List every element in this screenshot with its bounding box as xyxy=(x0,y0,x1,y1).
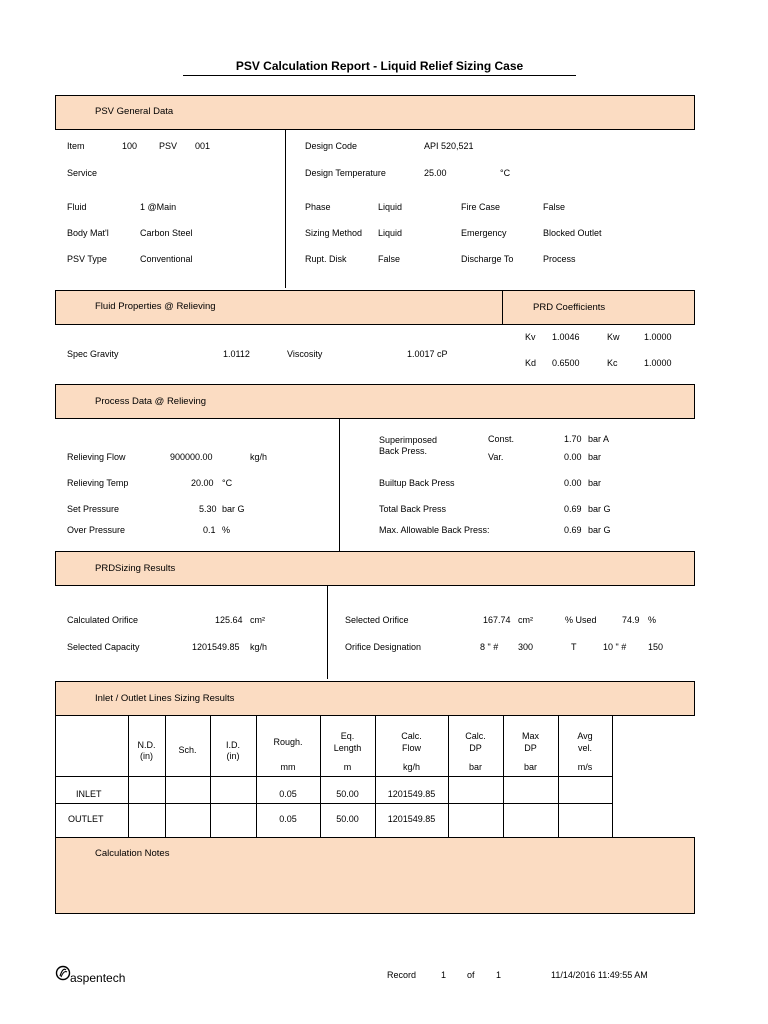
rupt-disk-value: False xyxy=(378,254,401,264)
relieving-flow-value: 900000.00 xyxy=(170,452,213,462)
inlet-flow: 1201549.85 xyxy=(387,789,436,799)
set-pressure-label: Set Pressure xyxy=(67,504,120,514)
col-nd-mid: (in) xyxy=(140,751,153,761)
percent-used-value: 74.9 xyxy=(622,615,640,625)
col-maxdp-mid: DP xyxy=(524,743,537,753)
outlet-size: 10 " # xyxy=(603,642,627,652)
col-flow-unit: kg/h xyxy=(402,762,420,772)
max-allow-back-press-unit: bar G xyxy=(588,525,611,535)
sizing-method-value: Liquid xyxy=(378,228,403,238)
col-rough-top: Rough. xyxy=(273,737,303,747)
total-back-press-value: 0.69 xyxy=(564,504,582,514)
calc-orifice-value: 125.64 xyxy=(215,615,243,625)
col-calcdp-top: Calc. xyxy=(465,731,486,741)
col-id-top: I.D. xyxy=(225,740,240,750)
item-tag: PSV xyxy=(159,141,178,151)
fluid-label: Fluid xyxy=(67,202,87,212)
item-number: 100 xyxy=(122,141,138,151)
selected-orifice-unit: cm² xyxy=(518,615,533,625)
inlet-size: 8 " # xyxy=(480,642,499,652)
spec-gravity-value: 1.0112 xyxy=(223,349,250,359)
sizing-header: PRDSizing Results xyxy=(95,563,176,574)
discharge-value: Process xyxy=(543,254,576,264)
record-number: 1 xyxy=(441,970,447,980)
designcode-value: API 520,521 xyxy=(424,141,474,151)
set-pressure-unit: bar G xyxy=(222,504,245,514)
col-vel-mid: vel. xyxy=(577,743,592,753)
max-allow-back-press-label: Max. Allowable Back Press: xyxy=(379,525,490,535)
col-maxdp-top: Max xyxy=(521,731,539,741)
over-pressure-value: 0.1 xyxy=(203,525,216,535)
const-label: Const. xyxy=(488,434,515,444)
fluid-header: Fluid Properties @ Relieving xyxy=(95,301,216,312)
relieving-temp-unit: °C xyxy=(222,478,233,488)
designtemp-label: Design Temperature xyxy=(305,168,386,178)
record-total: 1 xyxy=(496,970,502,980)
lines-col-sep xyxy=(165,716,166,838)
percent-used-label: % Used xyxy=(565,615,597,625)
col-length-top: Eq. xyxy=(340,731,355,741)
emergency-value: Blocked Outlet xyxy=(543,228,602,238)
col-calcdp-mid: DP xyxy=(469,743,482,753)
orifice-designation-label: Orifice Designation xyxy=(345,642,422,652)
body-value: Carbon Steel xyxy=(140,228,193,238)
superimposed-label: Superimposed xyxy=(379,435,438,445)
of-label: of xyxy=(467,970,475,980)
outlet-rough: 0.05 xyxy=(279,814,297,824)
total-back-press-label: Total Back Press xyxy=(379,504,447,514)
record-label: Record xyxy=(387,970,417,980)
lines-left-border xyxy=(55,716,56,838)
total-back-press-unit: bar G xyxy=(588,504,611,514)
outlet-rating: 150 xyxy=(648,642,664,652)
col-calcdp-unit: bar xyxy=(468,762,482,772)
item-label: Item xyxy=(67,141,85,151)
outlet-length: 50.00 xyxy=(336,814,359,824)
notes-header: Calculation Notes xyxy=(95,848,170,859)
lines-header-rule xyxy=(55,776,613,777)
phase-label: Phase xyxy=(305,202,331,212)
kd-label: Kd xyxy=(525,358,537,368)
service-label: Service xyxy=(67,168,98,178)
designtemp-unit: °C xyxy=(500,168,511,178)
selected-orifice-label: Selected Orifice xyxy=(345,615,409,625)
col-rough-unit: mm xyxy=(280,762,296,772)
lines-row-rule xyxy=(55,803,613,804)
fire-case-value: False xyxy=(543,202,566,212)
lines-col-sep xyxy=(210,716,211,838)
process-divider xyxy=(339,419,340,551)
relieving-temp-value: 20.00 xyxy=(191,478,214,488)
selected-capacity-value: 1201549.85 xyxy=(192,642,240,652)
psvtype-value: Conventional xyxy=(140,254,193,264)
builtup-back-press-label: Builtup Back Press xyxy=(379,478,455,488)
general-divider xyxy=(285,130,286,288)
fire-case-label: Fire Case xyxy=(461,202,501,212)
kc-label: Kc xyxy=(607,358,618,368)
set-pressure-value: 5.30 xyxy=(199,504,217,514)
designtemp-value: 25.00 xyxy=(424,168,447,178)
var-unit: bar xyxy=(588,452,602,462)
fluid-value: 1 @Main xyxy=(140,202,177,212)
prd-coeff-header: PRD Coefficients xyxy=(533,302,606,313)
general-header: PSV General Data xyxy=(95,106,174,117)
kc-value: 1.0000 xyxy=(644,358,672,368)
over-pressure-unit: % xyxy=(222,525,231,535)
viscosity-label: Viscosity xyxy=(287,349,323,359)
psvtype-label: PSV Type xyxy=(67,254,107,264)
relieving-temp-label: Relieving Temp xyxy=(67,478,129,488)
report-title: PSV Calculation Report - Liquid Relief Sizing Case xyxy=(235,59,524,73)
col-maxdp-unit: bar xyxy=(523,762,537,772)
calc-orifice-label: Calculated Orifice xyxy=(67,615,139,625)
max-allow-back-press-value: 0.69 xyxy=(564,525,582,535)
phase-value: Liquid xyxy=(378,202,403,212)
lines-col-sep xyxy=(612,716,613,838)
col-flow-top: Calc. xyxy=(401,731,422,741)
inlet-row-label: INLET xyxy=(76,789,102,799)
over-pressure-label: Over Pressure xyxy=(67,525,126,535)
orifice-letter: T xyxy=(571,642,577,652)
kd-value: 0.6500 xyxy=(552,358,580,368)
col-flow-mid: Flow xyxy=(401,743,421,753)
col-vel-top: Avg xyxy=(577,731,593,741)
sizing-method-label: Sizing Method xyxy=(305,228,363,238)
sizing-divider xyxy=(327,586,328,679)
lines-header: Inlet / Outlet Lines Sizing Results xyxy=(95,693,235,704)
col-length-mid: Length xyxy=(333,743,362,753)
timestamp: 11/14/2016 11:49:55 AM xyxy=(551,970,648,980)
calc-orifice-unit: cm² xyxy=(250,615,265,625)
discharge-label: Discharge To xyxy=(461,254,514,264)
relieving-flow-unit: kg/h xyxy=(250,452,268,462)
kw-label: Kw xyxy=(607,332,620,342)
body-label: Body Mat'l xyxy=(67,228,109,238)
title-underline xyxy=(183,75,576,76)
percent-used-unit: % xyxy=(648,615,657,625)
viscosity-value: 1.0017 cP xyxy=(407,349,448,359)
lines-col-sep xyxy=(128,716,129,838)
inlet-length: 50.00 xyxy=(336,789,359,799)
builtup-back-press-value: 0.00 xyxy=(564,478,582,488)
kv-label: Kv xyxy=(525,332,536,342)
back-press-label: Back Press. xyxy=(379,446,428,456)
selected-capacity-unit: kg/h xyxy=(250,642,268,652)
spec-gravity-label: Spec Gravity xyxy=(67,349,119,359)
builtup-back-press-unit: bar xyxy=(588,478,602,488)
inlet-rough: 0.05 xyxy=(279,789,297,799)
kw-value: 1.0000 xyxy=(644,332,672,342)
relieving-flow-label: Relieving Flow xyxy=(67,452,126,462)
process-header: Process Data @ Relieving xyxy=(95,396,207,407)
logo-wordmark: aspentech xyxy=(70,971,126,985)
col-nd-top: N.D. xyxy=(137,740,156,750)
rupt-disk-label: Rupt. Disk xyxy=(305,254,347,264)
var-label: Var. xyxy=(488,452,504,462)
col-sch-top: Sch. xyxy=(178,745,197,755)
emergency-label: Emergency xyxy=(461,228,507,238)
col-length-unit: m xyxy=(343,762,352,772)
const-unit: bar A xyxy=(588,434,610,444)
col-vel-unit: m/s xyxy=(577,762,593,772)
inlet-rating: 300 xyxy=(518,642,534,652)
selected-capacity-label: Selected Capacity xyxy=(67,642,140,652)
col-id-mid: (in) xyxy=(226,751,240,761)
item-id: 001 xyxy=(195,141,211,151)
kv-value: 1.0046 xyxy=(552,332,580,342)
var-value: 0.00 xyxy=(564,452,582,462)
outlet-row-label: OUTLET xyxy=(68,814,104,824)
designcode-label: Design Code xyxy=(305,141,358,151)
outlet-flow: 1201549.85 xyxy=(387,814,436,824)
const-value: 1.70 xyxy=(564,434,582,444)
selected-orifice-value: 167.74 xyxy=(483,615,511,625)
